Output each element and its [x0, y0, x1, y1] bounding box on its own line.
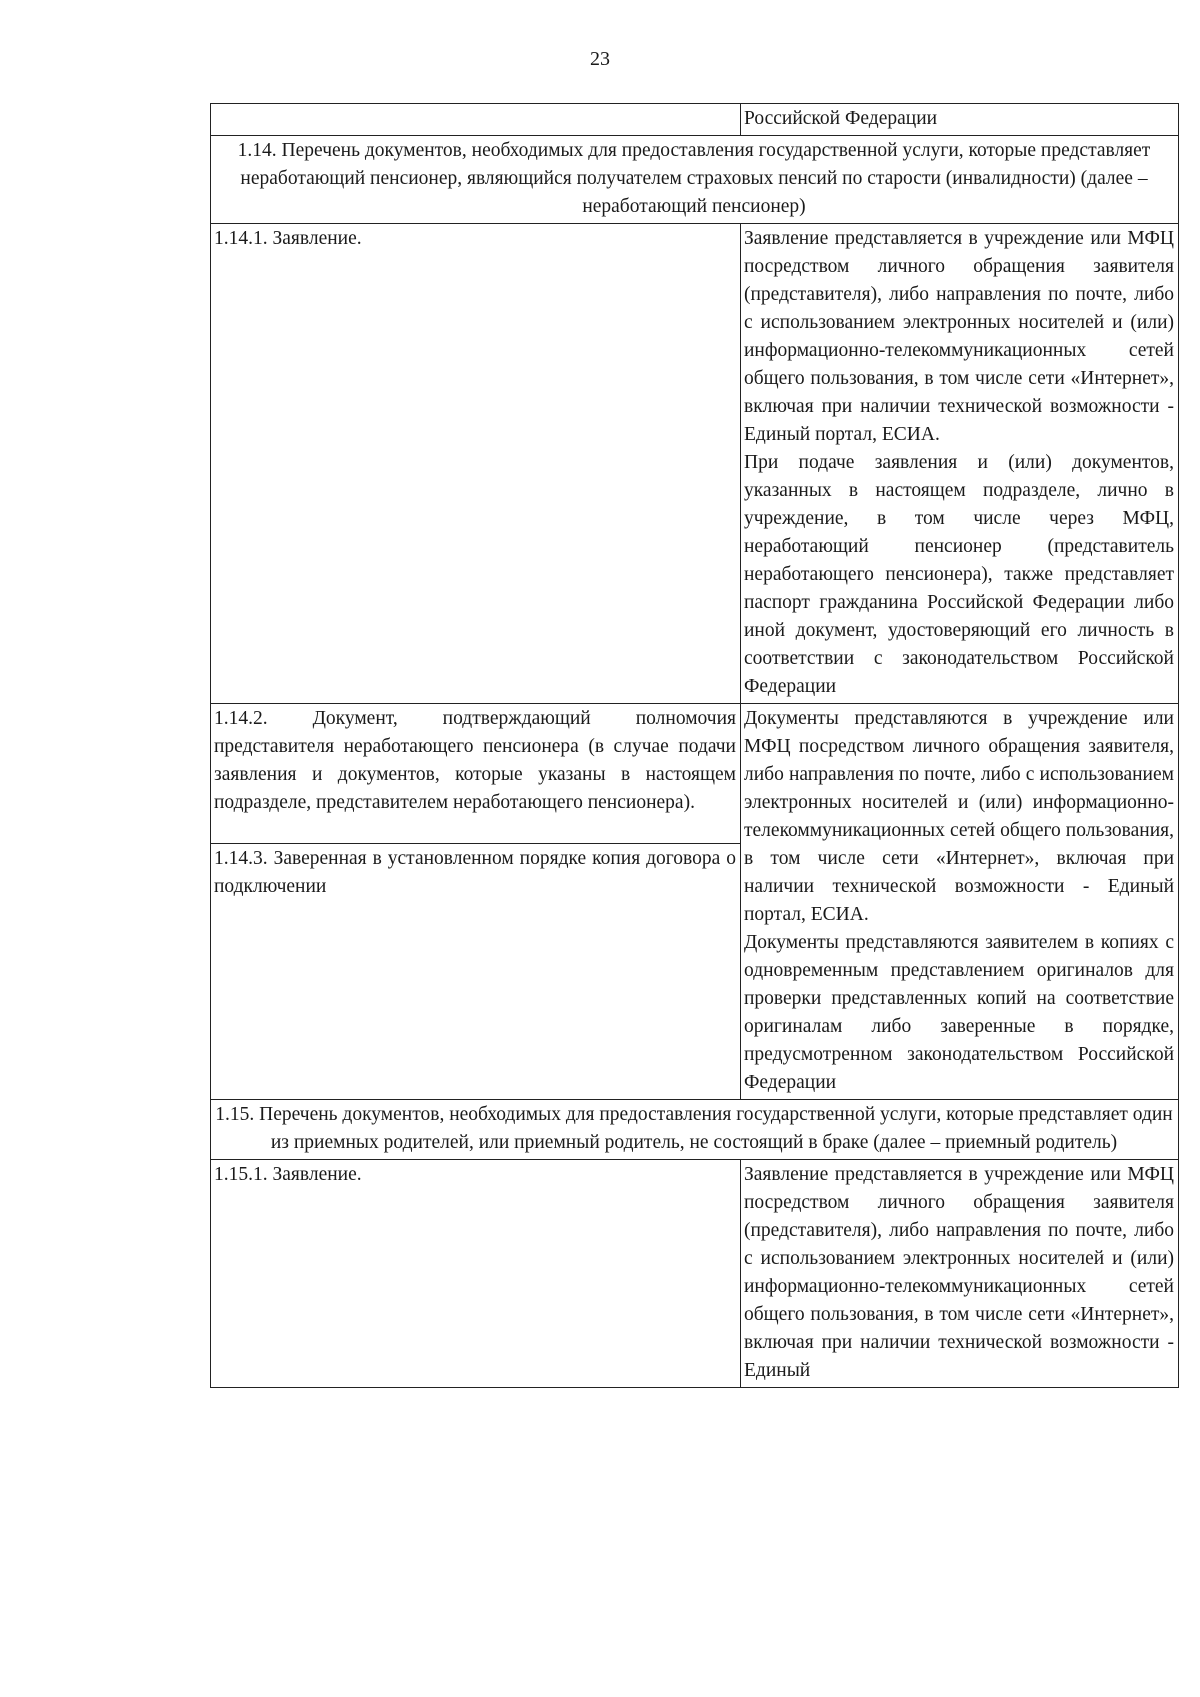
table-row: [211, 224, 1179, 704]
item-1-15-1-right: [741, 1160, 1179, 1388]
table-row: [211, 1100, 1179, 1160]
item-1-14-1-left: 1.14.1. Заявление.: [211, 224, 741, 704]
items-1-14-2-3-paragraph-1: Документы представляются в учреждение или МФЦ посредством личного обращения заявителя, либо направления по почте, либо с использованием электронных носителей и (или) информационно-телекоммуникационных сетей общего пользования, в том числе сети «Интернет», включая при наличии технической возможности - Единый портал, ЕСИА.: [744, 708, 1174, 925]
section-1-15-heading: 1.15. Перечень документов, необходимых для предоставления государственной услуги, которые представляет один из приемных родителей, или приемный родитель, не состоящий в браке (далее – приемный родитель): [211, 1100, 1179, 1160]
item-1-14-3-left: 1.14.3. Заверенная в установленном порядке копия договора о подключении: [211, 844, 741, 1100]
table-row: [211, 704, 1179, 844]
item-1-15-1-paragraph-1: Заявление представляется в учреждение или МФЦ посредством личного обращения заявителя (представителя), либо направления по почте, либо с использованием электронных носителей и (или) информационно-телекоммуникационных сетей общего пользования, в том числе сети «Интернет», включая при наличии технической возможности - Единый: [744, 1164, 1174, 1381]
item-1-15-1-left: 1.15.1. Заявление.: [211, 1160, 741, 1388]
table-row: [211, 1160, 1179, 1388]
item-1-14-1-paragraph-1: Заявление представляется в учреждение или МФЦ посредством личного обращения заявителя (представителя), либо направления по почте, либо с использованием электронных носителей и (или) информационно-телекоммуникационных сетей общего пользования, в том числе сети «Интернет», включая при наличии технической возможности - Единый портал, ЕСИА.: [744, 228, 1174, 445]
item-1-14-1-right: [741, 224, 1179, 704]
item-1-14-2-left: 1.14.2. Документ, подтверждающий полномочия представителя неработающего пенсионера (в случае подачи заявления и документов, которые указаны в настоящем подразделе, представителем неработающего пенсионера).: [211, 704, 741, 844]
items-1-14-2-3-right: [741, 704, 1179, 1100]
table-row: [211, 136, 1179, 224]
table-row: [211, 104, 1179, 136]
continuation-right-cell: Российской Федерации: [741, 104, 1179, 136]
continuation-left-cell: [211, 104, 741, 136]
page-number: 23: [590, 48, 610, 70]
section-1-14-heading: 1.14. Перечень документов, необходимых для предоставления государственной услуги, которые представляет неработающий пенсионер, являющийся получателем страховых пенсий по старости (инвалидности) (далее – неработающий пенсионер): [211, 136, 1179, 224]
item-1-14-1-paragraph-2: При подаче заявления и (или) документов, указанных в настоящем подразделе, лично в учреждение, в том числе через МФЦ, неработающий пенсионер (представитель неработающего пенсионера), также представляет паспорт гражданина Российской Федерации либо иной документ, удостоверяющий его личность в соответствии с законодательством Российской Федерации: [744, 452, 1174, 697]
items-1-14-2-3-paragraph-2: Документы представляются заявителем в копиях с одновременным представлением оригиналов для проверки представленных копий на соответствие оригиналам либо заверенные в порядке, предусмотренном законодательством Российской Федерации: [744, 932, 1174, 1093]
document-table: [210, 103, 1179, 1388]
